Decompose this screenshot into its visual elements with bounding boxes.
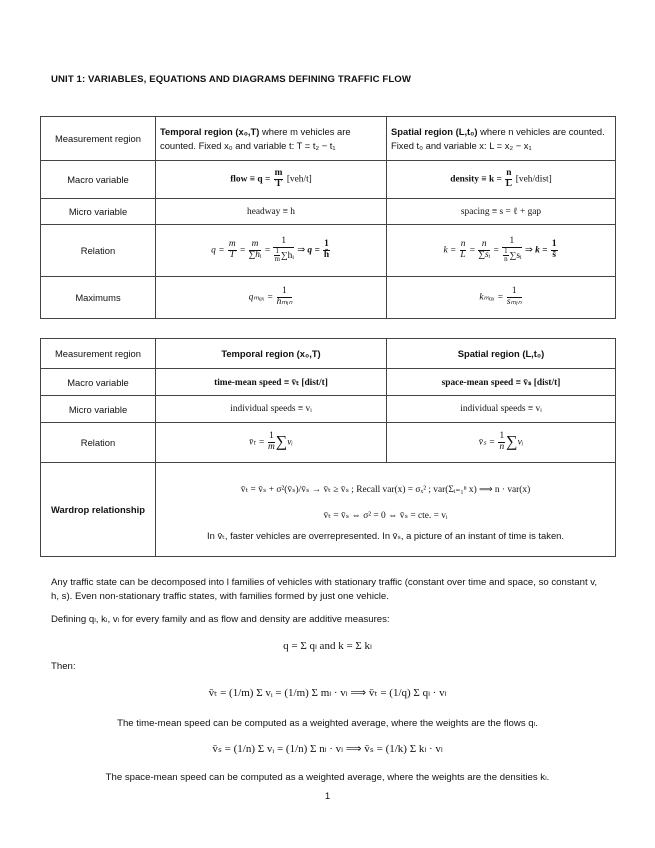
temporal-region-heading: Temporal region (x₀,T) — [160, 125, 260, 137]
space-mean-speed: space-mean speed ≡ v̄ₛ [dist/t] — [387, 369, 616, 396]
density-relation: k = $\frac{n}{L}$ = $\frac{n}{\text{∑sᵢ}}$ = 1 $\frac{1}{n}$ ∑sᵢ ⇒ k = $\frac{1}{s̄}$ — [387, 225, 616, 277]
row-label-wardrop: Wardrop relationship — [41, 463, 156, 557]
variables-table — [40, 116, 616, 319]
row-label-measurement-2: Measurement region — [41, 339, 156, 369]
wardrop-note: In v̄ₜ, faster vehicles are overrepresented. In v̄ₛ, a picture of an instant of time is taken. — [207, 529, 564, 541]
equation-time-mean: v̄ₜ = (1/m) Σ vᵢ = (1/m) Σ mₗ · vₗ ⟹ v̄ₜ = (1/q) Σ qₗ · vₗ — [208, 687, 447, 699]
individual-speeds-spatial: individual speeds ≡ vᵢ — [387, 396, 616, 423]
speeds-table — [40, 338, 616, 557]
density-definition: density ≡ k = $\frac{n}{L}$ [veh/dist] — [387, 161, 616, 199]
row-label-maximums: Maximums — [41, 277, 156, 319]
wardrop-cell — [156, 463, 616, 557]
kmax-relation: kₘₐₓ = $\frac{1}{\text{sₘᵢₙ}}$ — [387, 277, 616, 319]
space-mean-relation: v̄ₛ = $\frac{1}{n}$ ∑vᵢ — [387, 423, 616, 463]
qmax-relation: qₘₐₓ = $\frac{1}{\text{hₘᵢₙ}}$ — [156, 277, 387, 319]
row-label-measurement: Measurement region — [41, 117, 156, 161]
time-mean-relation: v̄ₜ = $\frac{1}{m}$ ∑vᵢ — [156, 423, 387, 463]
row-label-relation: Relation — [41, 225, 156, 277]
wardrop-equation-1: v̄ₜ = v̄ₛ + σ²(v̄ₛ)/v̄ₛ → v̄ₜ ≥ v̄ₛ ; Recall var(x) = σₓ² ; var(Σᵢ₌₁ⁿ x) ⟹ n · var(x) — [240, 484, 531, 495]
note-time-mean: The time-mean speed can be computed as a weighted average, where the weights are the flows qₗ. — [117, 718, 538, 729]
page-number: 1 — [324, 791, 331, 802]
paragraph-definitions: Defining qₗ, kₗ, vₗ for every family and as flow and density are additive measures: — [51, 614, 390, 625]
flow-definition: flow ≡ q = $\frac{m}{T}$ [veh/t] — [156, 161, 387, 199]
note-space-mean: The space-mean speed can be computed as a weighted average, where the weights are the densities kₗ. — [105, 772, 550, 783]
temporal-region-heading-2: Temporal region (x₀,T) — [156, 339, 387, 369]
spacing-definition: spacing ≡ s = ℓ + gap — [387, 199, 616, 225]
headway-definition: headway ≡ h — [156, 199, 387, 225]
flow-relation: q = $\frac{m}{T}$ = $\frac{m}{\text{∑hᵢ}}$ = 1 $\frac{1}{m}$ ∑hᵢ ⇒ q = $\frac{1}{h̄}$ — [156, 225, 387, 277]
spatial-region-desc: where n vehicles are counted. Fixed t₀ and variable x: L = x₂ − x₁ — [391, 125, 605, 151]
spatial-region-heading-2: Spatial region (L,t₀) — [387, 339, 616, 369]
spatial-region-cell — [387, 117, 616, 161]
row-label-micro: Micro variable — [41, 199, 156, 225]
temporal-region-cell — [156, 117, 387, 161]
spatial-region-heading: Spatial region (L,t₀) — [391, 125, 478, 137]
row-label-relation-2: Relation — [41, 423, 156, 463]
temporal-region-desc: where m vehicles are counted. Fixed x₀ and variable t: T = t₂ − t₁ — [160, 125, 351, 151]
individual-speeds-temporal: individual speeds ≡ vᵢ — [156, 396, 387, 423]
row-label-macro-2: Macro variable — [41, 369, 156, 396]
page-title: UNIT 1: VARIABLES, EQUATIONS AND DIAGRAMS DEFINING TRAFFIC FLOW — [51, 74, 412, 85]
then-label: Then: — [51, 661, 76, 672]
paragraph-decomposition: Any traffic state can be decomposed into l families of vehicles with stationary traffic (constant over time and space, so constant v, h, s). Even non-stationary traffic states, with families formed by just one vehicle. — [51, 577, 598, 602]
equation-space-mean: v̄ₛ = (1/n) Σ vᵢ = (1/n) Σ nₗ · vₗ ⟹ v̄ₛ = (1/k) Σ kₗ · vₗ — [212, 743, 443, 755]
row-label-macro: Macro variable — [41, 161, 156, 199]
wardrop-equation-2: v̄ₜ = v̄ₛ ⇔ σ² = 0 ⇔ v̄ₛ = cte. = vᵢ — [323, 510, 448, 521]
row-label-micro-2: Micro variable — [41, 396, 156, 423]
equation-additive: q = Σ qₗ and k = Σ kₗ — [283, 640, 372, 652]
time-mean-speed: time-mean speed ≡ v̄ₜ [dist/t] — [156, 369, 387, 396]
